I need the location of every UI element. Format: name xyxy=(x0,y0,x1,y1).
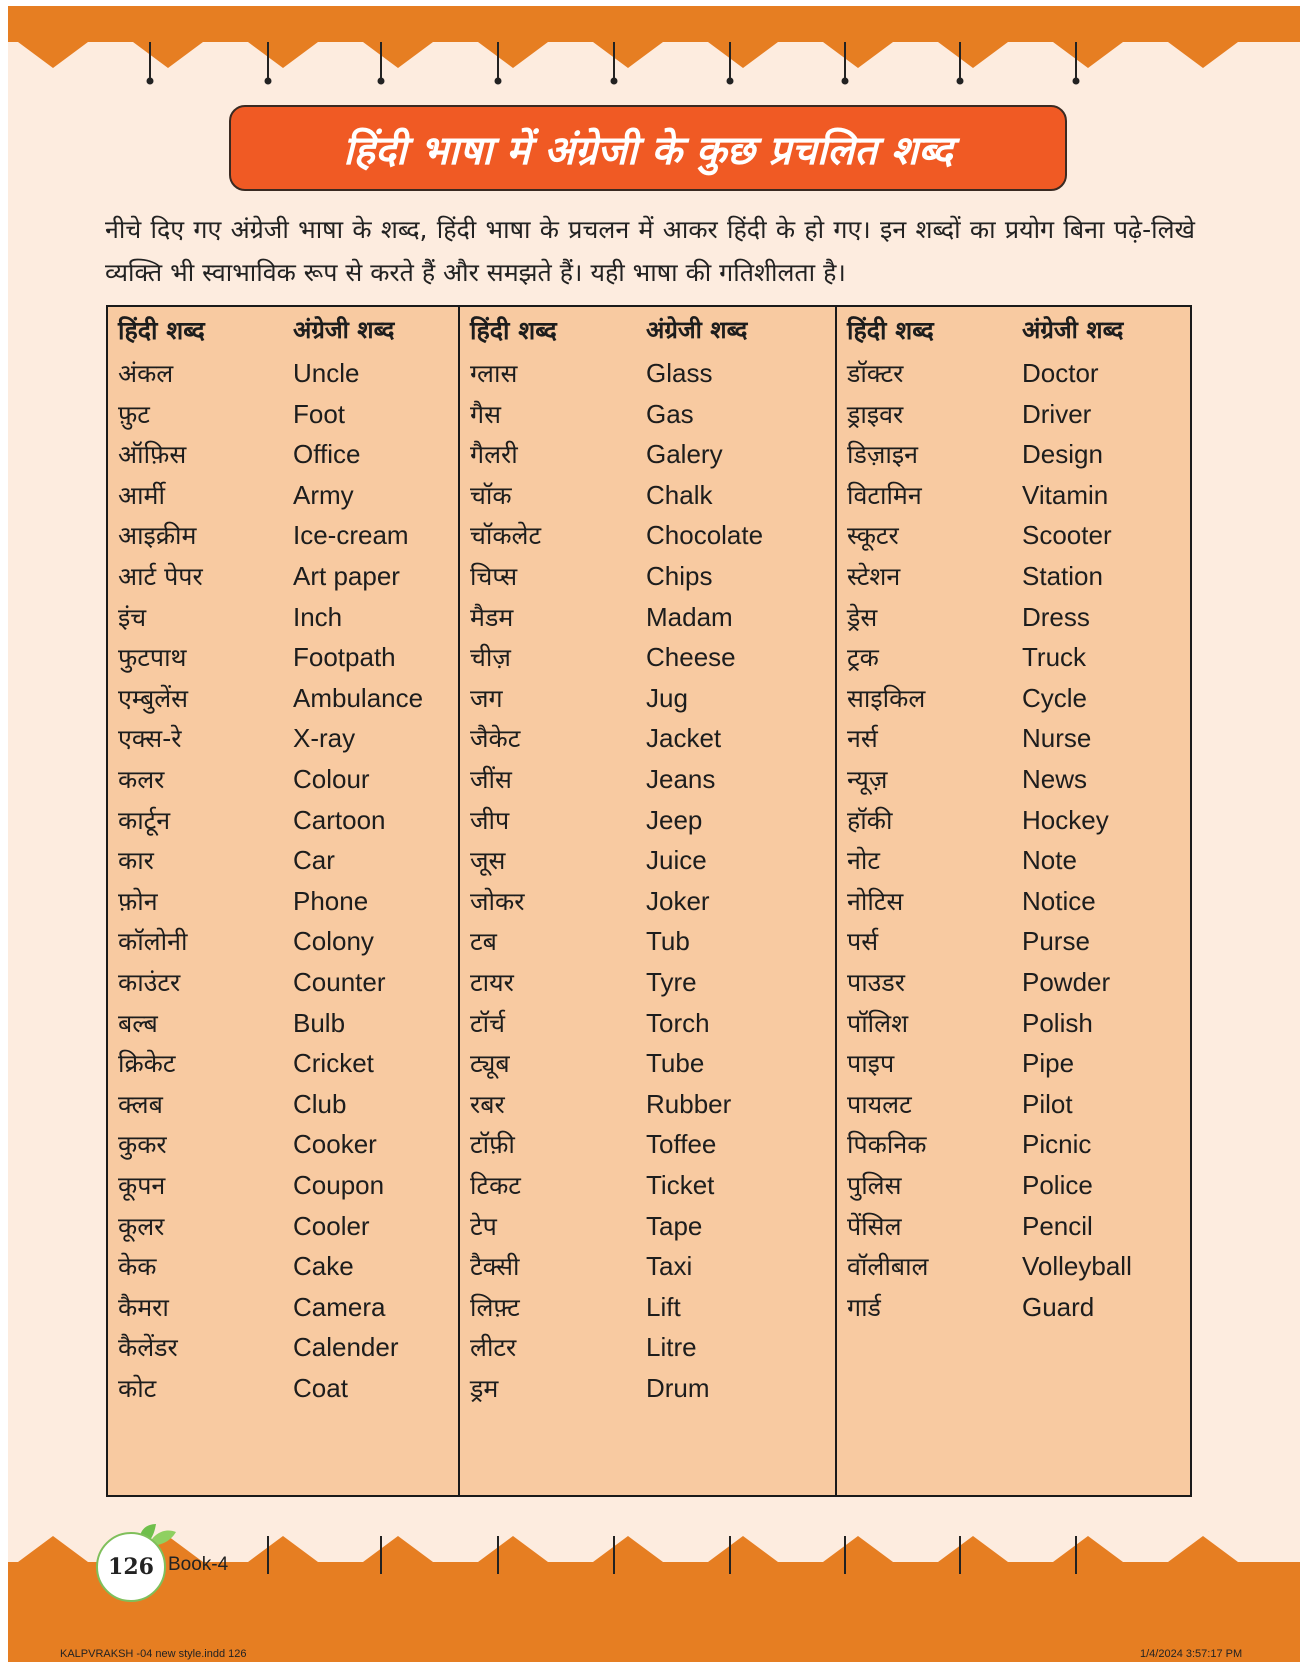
hindi-word: ट्यूब xyxy=(470,1049,510,1079)
page-number-badge xyxy=(96,1532,166,1602)
english-word: Driver xyxy=(1022,398,1092,429)
header-hindi: हिंदी शब्द xyxy=(847,316,934,345)
word-row xyxy=(460,514,835,557)
word-row xyxy=(108,1367,458,1410)
hindi-word: टैक्सी xyxy=(470,1252,520,1282)
word-row xyxy=(837,433,1190,476)
english-word: Drum xyxy=(646,1373,710,1403)
word-column-3 xyxy=(835,307,1190,1495)
header-hindi: हिंदी शब्द xyxy=(470,316,557,345)
word-row xyxy=(837,1002,1190,1045)
hindi-word: कूलर xyxy=(118,1211,165,1241)
word-row xyxy=(460,636,835,679)
hindi-word: पिकनिक xyxy=(847,1130,927,1160)
word-row xyxy=(837,1245,1190,1288)
word-row xyxy=(108,1164,458,1207)
hindi-word: क्लब xyxy=(118,1089,163,1119)
word-row xyxy=(837,474,1190,517)
word-row xyxy=(837,920,1190,963)
hindi-word: फ़ुट xyxy=(118,399,150,429)
hindi-word: काउंटर xyxy=(118,968,181,997)
english-word: Ticket xyxy=(646,1170,715,1200)
hindi-word: डिज़ाइन xyxy=(847,440,919,470)
english-word: Tub xyxy=(646,926,690,957)
english-word: Dress xyxy=(1022,601,1090,632)
hindi-word: आइक्रीम xyxy=(118,521,197,551)
english-word: Footpath xyxy=(293,642,396,673)
english-word: Bulb xyxy=(293,1007,346,1038)
word-row xyxy=(108,799,458,842)
word-row xyxy=(837,799,1190,842)
english-word: X-ray xyxy=(293,723,356,754)
hindi-word: रबर xyxy=(470,1089,505,1119)
word-row xyxy=(108,880,458,923)
word-row xyxy=(837,1164,1190,1207)
hindi-word: फ़ोन xyxy=(118,886,158,916)
english-word: Purse xyxy=(1022,926,1090,957)
hindi-word: आर्ट पेपर xyxy=(118,562,203,591)
hindi-word: टॉर्च xyxy=(470,1008,505,1038)
word-row xyxy=(460,555,835,598)
hindi-word: फुटपाथ xyxy=(118,643,187,673)
english-word: Club xyxy=(293,1088,347,1119)
english-word: Powder xyxy=(1022,967,1111,997)
english-word: Pipe xyxy=(1022,1048,1075,1079)
english-word: Counter xyxy=(293,967,386,997)
hindi-word: चॉकलेट xyxy=(470,521,542,551)
english-word: Galery xyxy=(646,439,723,470)
english-word: Doctor xyxy=(1022,358,1099,388)
hindi-word: जीप xyxy=(470,805,510,835)
english-word: Jug xyxy=(646,682,688,713)
hindi-word: कुकर xyxy=(118,1130,167,1160)
hindi-word: ड्रम xyxy=(470,1374,499,1403)
hindi-word: साइकिल xyxy=(847,683,926,713)
english-word: Guard xyxy=(1022,1291,1095,1322)
title-banner xyxy=(229,105,1067,191)
word-row xyxy=(108,1083,458,1126)
english-word: Cooler xyxy=(293,1210,370,1241)
page-number: 126 xyxy=(108,1554,154,1580)
word-row xyxy=(108,433,458,476)
word-row xyxy=(460,839,835,882)
word-row xyxy=(837,961,1190,1004)
hindi-word: वॉलीबाल xyxy=(847,1252,929,1282)
hindi-word: नर्स xyxy=(847,724,878,754)
hindi-word: विटामिन xyxy=(847,480,922,510)
english-word: Litre xyxy=(646,1332,697,1363)
english-word: News xyxy=(1022,764,1088,794)
hindi-word: ऑफ़िस xyxy=(118,440,187,470)
english-word: Cooker xyxy=(293,1129,377,1160)
word-row xyxy=(108,961,458,1004)
hindi-word: टब xyxy=(470,927,497,957)
word-row xyxy=(460,799,835,842)
hindi-word: न्यूज़ xyxy=(847,765,888,794)
hindi-word: ड्राइवर xyxy=(847,399,904,429)
english-word: Car xyxy=(293,845,335,876)
english-word: Hockey xyxy=(1022,804,1109,835)
word-row xyxy=(460,717,835,760)
english-word: Jeep xyxy=(646,804,703,835)
book-label: Book-4 xyxy=(168,1554,229,1575)
english-word: Volleyball xyxy=(1022,1251,1132,1282)
hindi-word: पेंसिल xyxy=(847,1211,902,1241)
print-slug-right: 1/4/2024 3:57:17 PM xyxy=(1140,1648,1243,1660)
word-row xyxy=(108,920,458,963)
word-row xyxy=(837,677,1190,720)
word-row xyxy=(837,1042,1190,1085)
english-word: Uncle xyxy=(293,358,360,388)
english-word: Torch xyxy=(646,1007,710,1038)
word-row xyxy=(108,1042,458,1085)
hindi-word: कलर xyxy=(118,765,165,794)
english-word: Ice-cream xyxy=(293,520,409,551)
hindi-word: कार xyxy=(118,846,154,876)
word-row xyxy=(837,393,1190,436)
hindi-word: जूस xyxy=(470,846,506,876)
hindi-word: जैकेट xyxy=(470,724,521,754)
english-word: Jeans xyxy=(646,764,716,794)
english-word: Colour xyxy=(293,764,370,794)
word-row xyxy=(837,758,1190,801)
header-hindi: हिंदी शब्द xyxy=(118,316,205,345)
word-row xyxy=(460,920,835,963)
word-row xyxy=(837,636,1190,679)
english-word: Tape xyxy=(646,1210,703,1241)
hindi-word: टिकट xyxy=(470,1171,521,1200)
word-row xyxy=(460,1326,835,1369)
hindi-word: कोट xyxy=(118,1374,157,1403)
english-word: Police xyxy=(1022,1170,1093,1200)
hindi-word: कार्टून xyxy=(118,805,171,835)
word-row xyxy=(837,1123,1190,1166)
hindi-word: चीज़ xyxy=(470,643,511,673)
english-word: Cake xyxy=(293,1251,354,1282)
english-word: Army xyxy=(293,479,354,510)
word-row xyxy=(460,433,835,476)
header-english: अंग्रेजी शब्द xyxy=(293,316,395,344)
english-word: Chocolate xyxy=(646,520,764,551)
hindi-word: पाउडर xyxy=(847,968,905,997)
header-english: अंग्रेजी शब्द xyxy=(646,316,748,344)
english-word: Lift xyxy=(646,1291,681,1322)
hindi-word: क्रिकेट xyxy=(118,1049,176,1079)
word-row xyxy=(108,1123,458,1166)
hindi-word: गैस xyxy=(470,399,501,429)
word-column-2 xyxy=(458,307,835,1495)
hindi-word: चिप्स xyxy=(470,562,518,591)
english-word: Pilot xyxy=(1022,1088,1073,1119)
hindi-word: टॉफ़ी xyxy=(470,1130,515,1160)
word-table xyxy=(106,305,1192,1497)
word-row xyxy=(837,880,1190,923)
hindi-word: टायर xyxy=(470,968,514,997)
english-word: Office xyxy=(293,439,361,470)
hindi-word: ड्रेस xyxy=(847,602,878,632)
english-word: Nurse xyxy=(1022,723,1092,754)
word-row xyxy=(108,1002,458,1045)
word-row xyxy=(460,393,835,436)
word-row xyxy=(460,1042,835,1085)
hindi-word: पायलट xyxy=(847,1089,912,1119)
column-header xyxy=(460,309,835,352)
word-row xyxy=(460,961,835,1004)
english-word: Jacket xyxy=(646,723,722,754)
english-word: Picnic xyxy=(1022,1129,1092,1160)
hindi-word: गैलरी xyxy=(470,440,518,470)
hindi-word: स्कूटर xyxy=(847,521,899,551)
hindi-word: जींस xyxy=(470,765,512,794)
english-word: Cricket xyxy=(293,1048,374,1079)
word-row xyxy=(108,636,458,679)
page xyxy=(8,6,1300,1662)
hindi-word: ट्रक xyxy=(847,643,879,673)
word-row xyxy=(460,1002,835,1045)
hindi-word: गार्ड xyxy=(847,1292,881,1322)
word-row xyxy=(460,1164,835,1207)
word-row xyxy=(837,717,1190,760)
hindi-word: केक xyxy=(118,1252,157,1282)
english-word: Gas xyxy=(646,398,694,429)
word-row xyxy=(460,1205,835,1248)
word-row xyxy=(460,880,835,923)
english-word: Coat xyxy=(293,1373,348,1403)
english-word: Chalk xyxy=(646,479,713,510)
hindi-word: ग्लास xyxy=(470,359,518,388)
word-row xyxy=(108,717,458,760)
word-row xyxy=(837,1286,1190,1329)
english-word: Vitamin xyxy=(1022,479,1109,510)
hindi-word: नोट xyxy=(847,846,880,876)
word-row xyxy=(108,677,458,720)
hindi-word: स्टेशन xyxy=(847,562,901,591)
word-row xyxy=(460,1245,835,1288)
word-row xyxy=(837,1083,1190,1126)
english-word: Chips xyxy=(646,561,713,591)
english-word: Design xyxy=(1022,439,1103,470)
word-column-1 xyxy=(108,307,458,1495)
english-word: Cheese xyxy=(646,642,736,673)
word-row xyxy=(460,1286,835,1329)
hindi-word: कूपन xyxy=(118,1171,166,1200)
word-row xyxy=(108,758,458,801)
english-word: Cycle xyxy=(1022,682,1088,713)
word-row xyxy=(460,758,835,801)
hindi-word: इंच xyxy=(118,602,147,632)
word-row xyxy=(460,352,835,395)
english-word: Ambulance xyxy=(293,682,424,713)
intro-paragraph: नीचे दिए गए अंग्रेजी भाषा के शब्द, हिंदी भाषा के प्रचलन में आकर हिंदी के हो गए। इन शब्दों का प्रयोग बिना पढ़े-लिखे व्यक्ति भी स्वाभाविक रूप से करते हैं और समझते हैं। यही भाषा की गतिशीलता है। xyxy=(105,215,1195,287)
word-row xyxy=(837,1205,1190,1248)
english-word: Rubber xyxy=(646,1088,732,1119)
english-word: Tyre xyxy=(646,967,697,997)
hindi-word: टेप xyxy=(470,1211,497,1241)
english-word: Madam xyxy=(646,601,733,632)
word-row xyxy=(460,1367,835,1410)
word-row xyxy=(837,839,1190,882)
page-title: हिंदी भाषा में अंग्रेजी के कुछ प्रचलित शब्द xyxy=(343,126,953,174)
english-word: Art paper xyxy=(293,561,400,591)
header-english: अंग्रेजी शब्द xyxy=(1022,316,1124,344)
column-header xyxy=(837,309,1190,352)
word-row xyxy=(108,474,458,517)
english-word: Coupon xyxy=(293,1170,385,1200)
english-word: Glass xyxy=(646,358,713,388)
word-row xyxy=(108,1286,458,1329)
english-word: Truck xyxy=(1022,642,1087,673)
english-word: Calender xyxy=(293,1332,399,1363)
english-word: Polish xyxy=(1022,1007,1093,1038)
hindi-word: अंकल xyxy=(118,359,174,388)
word-row xyxy=(108,352,458,395)
word-row xyxy=(837,596,1190,639)
english-word: Pencil xyxy=(1022,1210,1093,1241)
hindi-word: पर्स xyxy=(847,927,879,957)
hindi-word: कैलेंडर xyxy=(118,1333,178,1363)
hindi-word: एम्बुलेंस xyxy=(118,683,189,713)
english-word: Foot xyxy=(293,398,346,429)
english-word: Inch xyxy=(293,601,343,632)
english-word: Tube xyxy=(646,1048,705,1079)
hindi-word: कैमरा xyxy=(118,1292,169,1322)
hindi-word: लीटर xyxy=(470,1333,517,1363)
hindi-word: पॉलिश xyxy=(847,1008,909,1038)
top-zigzag-banner xyxy=(8,6,1300,116)
hindi-word: नोटिस xyxy=(847,886,904,916)
word-row xyxy=(108,514,458,557)
word-row xyxy=(460,1083,835,1126)
word-row xyxy=(837,514,1190,557)
word-row xyxy=(460,474,835,517)
english-word: Notice xyxy=(1022,885,1096,916)
hindi-word: पुलिस xyxy=(847,1171,902,1200)
hindi-word: मैडम xyxy=(470,602,514,632)
hindi-word: कॉलोनी xyxy=(118,927,188,957)
english-word: Phone xyxy=(293,885,369,916)
english-word: Cartoon xyxy=(293,804,386,835)
word-row xyxy=(108,1245,458,1288)
hindi-word: हॉकी xyxy=(847,805,893,835)
word-row xyxy=(108,1326,458,1369)
english-word: Taxi xyxy=(646,1251,693,1282)
english-word: Joker xyxy=(646,885,710,916)
word-row xyxy=(837,352,1190,395)
print-slug-left: KALPVRAKSH -04 new style.indd 126 xyxy=(60,1648,247,1660)
hindi-word: एक्स-रे xyxy=(118,724,182,754)
hindi-word: डॉक्टर xyxy=(847,359,904,388)
word-row xyxy=(108,596,458,639)
word-row xyxy=(460,1123,835,1166)
word-row xyxy=(460,596,835,639)
english-word: Note xyxy=(1022,845,1077,876)
hindi-word: आर्मी xyxy=(118,480,165,510)
english-word: Scooter xyxy=(1022,520,1112,551)
word-row xyxy=(108,839,458,882)
english-word: Toffee xyxy=(646,1129,717,1160)
hindi-word: लिफ़्ट xyxy=(470,1292,520,1322)
hindi-word: पाइप xyxy=(847,1049,895,1079)
english-word: Camera xyxy=(293,1291,386,1322)
word-row xyxy=(108,1205,458,1248)
word-row xyxy=(460,677,835,720)
column-header xyxy=(108,309,458,352)
english-word: Station xyxy=(1022,561,1103,591)
word-row xyxy=(108,393,458,436)
english-word: Colony xyxy=(293,926,374,957)
hindi-word: जग xyxy=(470,683,503,713)
word-row xyxy=(837,555,1190,598)
word-row xyxy=(108,555,458,598)
english-word: Juice xyxy=(646,845,707,876)
hindi-word: जोकर xyxy=(470,886,525,916)
hindi-word: बल्ब xyxy=(118,1008,158,1038)
hindi-word: चॉक xyxy=(470,480,512,510)
